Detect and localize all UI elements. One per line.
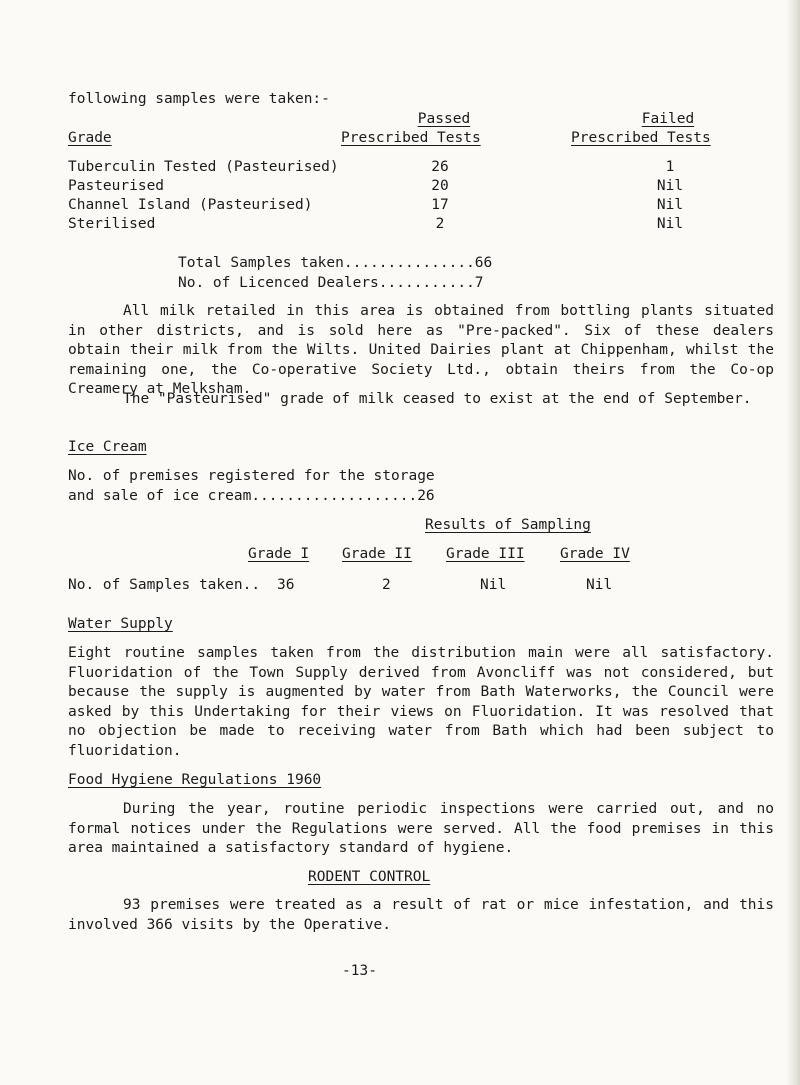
page-edge-shadow [786,0,800,1085]
row-grade: Tuberculin Tested (Pasteurised) [68,159,339,175]
row-failed: Nil [656,178,684,194]
grade-i-header: Grade I [248,546,310,562]
food-hygiene-heading: Food Hygiene Regulations 1960 [68,772,322,788]
row-passed: 26 [431,159,449,175]
ice-cream-premises-line1: No. of premises registered for the storage [68,468,435,484]
row-failed: 1 [665,159,675,175]
pasteurised-paragraph: The "Pasteurised" grade of milk ceased to exist at the end of September. [123,391,752,407]
food-hygiene-paragraph: During the year, routine periodic inspections were carried out, and no formal notices under the Regulations were served. All the food premises in this area maintained a satisfactory standard of hygiene. [68,801,774,856]
grade-iii-header: Grade III [446,546,525,562]
row-failed: Nil [656,216,684,232]
rodent-control-paragraph: 93 premises were treated as a result of rat or mice infestation, and this involved 366 visits by the Operative. [68,897,774,933]
row-grade: Channel Island (Pasteurised) [68,197,313,213]
row-passed: 17 [431,197,449,213]
licenced-dealers: No. of Licenced Dealers...........7 [178,275,484,291]
rodent-control-heading: RODENT CONTROL [308,869,431,885]
grade-ii-header: Grade II [342,546,412,562]
grade-iii-value: Nil [480,577,507,593]
row-grade: Pasteurised [68,178,165,194]
milk-retailed-paragraph: All milk retailed in this area is obtained from bottling plants situated in other districts, and is sold here as "Pre-packed". Six of these dealers obtain their milk from the Wilts. United Dairies plant at Chippenham, whilst the remaining one, the Co-operative Society Ltd., obtain theirs from the Co-op Creamery at Melksham. [68,303,774,397]
grade-ii-value: 2 [382,577,391,593]
passed-header-line1: Passed [417,111,471,127]
grade-header: Grade [68,130,112,146]
total-samples: Total Samples taken...............66 [178,255,493,271]
results-of-sampling-heading: Results of Sampling [425,517,591,533]
water-supply-heading: Water Supply [68,616,173,632]
water-supply-paragraph: Eight routine samples taken from the distribution main were all satisfactory. Fluoridation of the Town Supply derived from Avoncliff was not considered, but because the supply is augmented by water from Bath Waterworks, the Council were asked by this Undertaking for their views on Fluoridation. It was resolved that no objection be made to receiving water from Bath which had been subject to fluoridation. [68,645,774,759]
passed-header-line2: Prescribed Tests [341,130,481,146]
row-passed: 20 [431,178,449,194]
grade-iv-value: Nil [586,577,613,593]
intro-text: following samples were taken:- [68,91,330,107]
ice-cream-heading: Ice Cream [68,439,147,455]
failed-header-line2: Prescribed Tests [571,130,711,146]
row-passed: 2 [435,216,445,232]
row-grade: Sterilised [68,216,156,232]
row-failed: Nil [656,197,684,213]
ice-cream-premises-line2: and sale of ice cream...................26 [68,488,435,504]
failed-header-line1: Failed [641,111,695,127]
grade-i-value: 36 [277,577,295,593]
grade-iv-header: Grade IV [560,546,630,562]
samples-row-label: No. of Samples taken.. [68,577,261,593]
page-number: -13- [342,963,377,979]
